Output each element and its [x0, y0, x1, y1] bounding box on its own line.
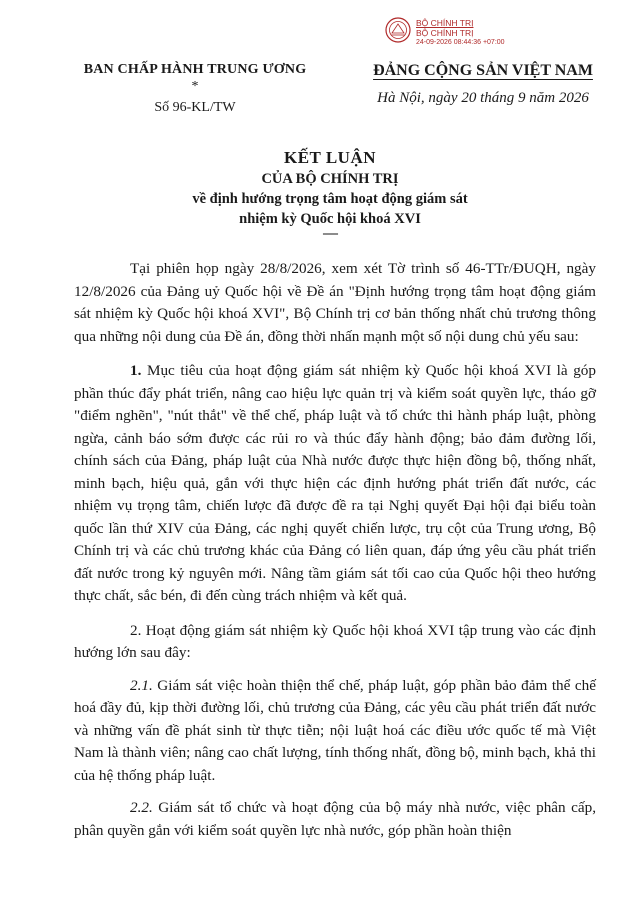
party-name: ĐẢNG CỘNG SẢN VIỆT NAM	[373, 62, 593, 79]
paragraph-2-2-number: 2.2.	[130, 799, 153, 816]
title-line-4: nhiệm kỳ Quốc hội khoá XVI	[239, 211, 421, 227]
issuer-name: BAN CHẤP HÀNH TRUNG ƯƠNG	[83, 62, 307, 77]
paragraph-2-1-text: Giám sát việc hoàn thiện thể chế, pháp luật, góp phần bảo đảm thể chế hoá đầy đủ, kịp thời đường lối, chủ trương của Đảng, các yêu cầu phát triển đất nước và những vấn đề phát sinh từ thực tiễn; nội luật hoá các điều ước quốc tế mà Việt Nam là thành viên; nâng cao chất lượng, tính thống nhất, đồng bộ, minh bạch, khả thi của hệ thống pháp luật.	[74, 676, 596, 784]
paragraph-2-1	[74, 675, 596, 788]
stamp-line-1: BỘ CHÍNH TRỊ	[416, 18, 474, 28]
title-line-3: về định hướng trọng tâm hoạt động giám sát	[192, 191, 468, 207]
paragraph-intro: Tại phiên họp ngày 28/8/2026, xem xét Tờ trình số 46-TTr/ĐUQH, ngày 12/8/2026 của Đảng uỷ Quốc hội về Đề án "Định hướng trọng tâm hoạt động giám sát nhiệm kỳ Quốc hội khoá XVI", Bộ Chính trị cơ bản thống nhất chủ trương thông qua những nội dung của Đề án, đồng thời nhấn mạnh một số nội dung chủ yếu sau:	[74, 260, 596, 345]
paragraph-2-1-number: 2.1.	[130, 676, 153, 694]
document-number: Số 96-KL/TW	[154, 100, 236, 115]
issuer-header	[70, 62, 320, 116]
header-star: *	[191, 79, 199, 94]
stamp-timestamp: 24-09-2026 08:44:36 +07:00	[416, 39, 505, 46]
party-header	[356, 62, 610, 107]
seal-icon	[384, 16, 412, 44]
digital-signature-stamp	[384, 16, 584, 56]
title-divider: -----	[322, 226, 338, 240]
title-line-2: CỦA BỘ CHÍNH TRỊ	[261, 171, 399, 187]
title-main: KẾT LUẬN	[283, 148, 376, 167]
document-date: Hà Nội, ngày 20 tháng 9 năm 2026	[377, 90, 589, 106]
paragraph-2: 2. Hoạt động giám sát nhiệm kỳ Quốc hội khoá XVI tập trung vào các định hướng lớn sau đây:	[74, 621, 596, 661]
paragraph-2-2	[74, 797, 596, 842]
paragraph-2-2-text: Giám sát tổ chức và hoạt động của bộ máy nhà nước, việc phân cấp, phân quyền gắn với kiểm soát quyền lực nhà nước, góp phần hoàn thiện	[74, 799, 596, 839]
paragraph-1	[74, 360, 596, 608]
stamp-text	[416, 18, 505, 47]
stamp-line-2: BỘ CHÍNH TRỊ	[416, 28, 474, 38]
paragraph-1-text: Mục tiêu của hoạt động giám sát nhiệm kỳ Quốc hội khoá XVI là góp phần thúc đẩy phát triển, nâng cao hiệu lực quản trị và kiểm soát quyền lực, tháo gỡ "điểm nghẽn", "nút thắt" về thể chế, pháp luật và tổ chức thi hành pháp luật, phòng ngừa, cảnh báo sớm được các rủi ro và thúc đẩy hành động; bảo đảm đường lối, chính sách của Đảng, pháp luật của Nhà nước được thực hiện đồng bộ, thống nhất, minh bạch, hiệu quả, gắn với thực hiện các định hướng phát triển đất nước, các nhiệm vụ trọng tâm, chiến lược đã được đề ra tại Nghị quyết Đại hội đại biểu toàn quốc lần thứ XIV của Đảng, các nghị quyết chiến lược, trụ cột của Trung ương, Bộ Chính trị và các chủ trương khác của Đảng có liên quan, đáp ứng yêu cầu phát triển đất nước trong kỷ nguyên mới. Nâng tầm giám sát tối cao của Quốc hội theo hướng thực chất, sắc bén, đi đến cùng trách nhiệm và kết quả.	[74, 362, 596, 604]
document-title	[60, 148, 600, 241]
document-body	[74, 258, 596, 854]
paragraph-1-number: 1.	[130, 362, 142, 379]
